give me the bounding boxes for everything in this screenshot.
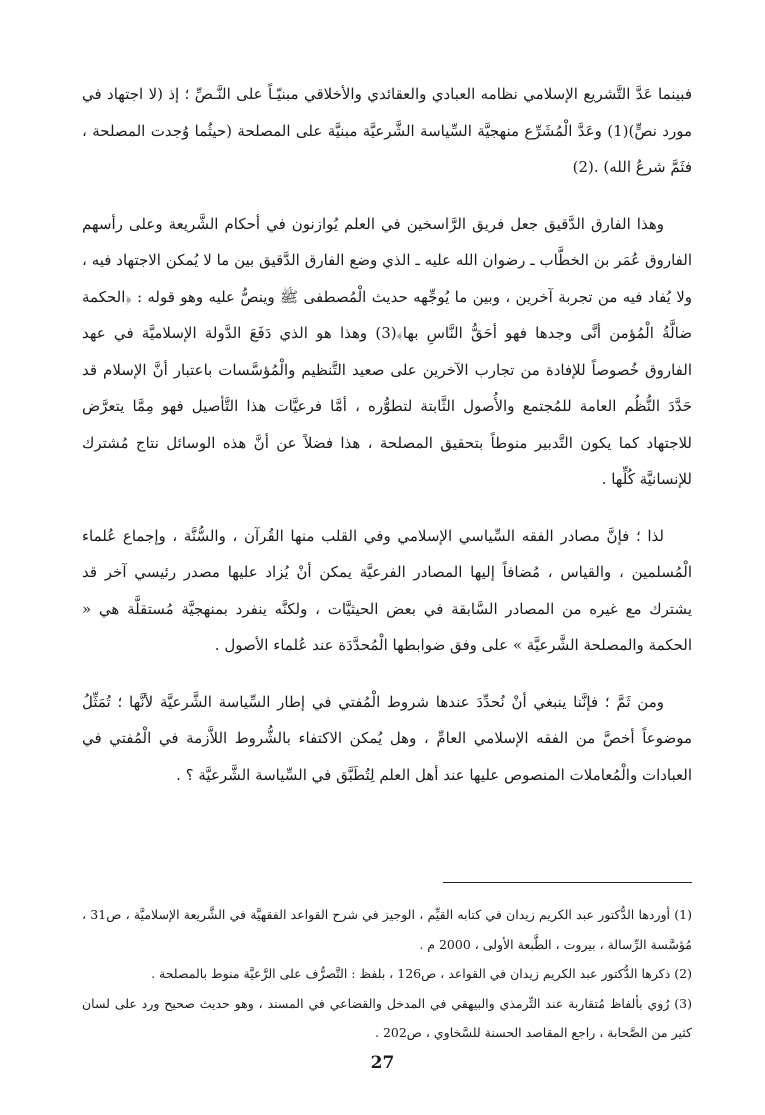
paragraph-4: ومن ثَمَّ ؛ فإنَّنا ينبغي أنْ نُحدِّدَ عندها شروط الْمُفتي في إطار السِّياسة الشَّرعيَّة لأنَّها ؛ تُمَثِّلُ موضوعاً أخصَّ من الفقه الإسلامي العامِّ ، وهل يُمكن الاكتفاء بالشُّروط اللاَّزمة في الْمُفتي في العبادات والْمُعاملات المنصوص عليها عند أهل العلم لِتُطَبَّق في السِّياسة الشَّرعيَّة ؟ . — [82, 692, 692, 784]
footnote-separator — [443, 882, 692, 883]
footnote-3: (3) رُوي بألفاظ مُتقاربة عند التِّرمذي والبيهقي في المدخل والقضاعي في المسند ، وهو حديث صحيح ورد على لسان كثير من الصَّحابة ، راجع المقاصد الحسنة للسَّخاوي ، ص202 . — [82, 995, 692, 1040]
paragraph-3: لذا ؛ فإنَّ مصادر الفقه السِّياسي الإسلامي وفي القلب منها القُرآن ، والسُّنَّة ، وإجماع عُلماء الْمُسلمين ، والقياس ، مُضافاً إليها المصادر الفرعيَّة يمكن أنْ يُزاد عليها مصدر رئيسي آخر قد يشترك مع غيره من المصادر السَّابقة في بعض الحيثيَّات ، ولكنَّه ينفرد بمنهجيَّة مُستقلَّة هي « الحكمة والمصلحة الشَّرعيَّة » على وفق ضوابطها الْمُحدَّدَة عند عُلماء الأصول . — [82, 526, 692, 654]
paragraph-1: فبينما عَدَّ التَّشريع الإسلامي نظامه العبادي والعقائدي والأخلاقي مبنيّـاً على النَّـصِّ ؛ إذ (لا اجتهاد في مورد نصٍّ)(1) وعَدَّ الْمُشَرِّع منهجيَّة السِّياسة الشَّرعيَّة مبنيَّة على المصلحة (حيثُما وُجدت المصلحة ، فثَمَّ شرعُ الله) .(2) — [82, 85, 693, 176]
footnotes — [82, 900, 692, 1048]
main-text — [82, 76, 692, 813]
footnote-1: (1) أوردها الدُّكتور عبد الكريم زيدان في كتابه القيِّم ، الوجيز في شرح القواعد الفقهيَّة في الشَّريعة الإسلاميَّة ، ص31 ، مُؤسَّسة الرِّسالة ، بيروت ، الطَّبعة الأولى ، 2000 م . — [82, 907, 692, 952]
footnote-2: (2) ذكرها الدُّكتور عبد الكريم زيدان في القواعد ، ص126 ، بلفظ : التَّصرُّف على الرَّعيَّة منوط بالمصلحة . — [151, 966, 692, 981]
page-number: 27 — [370, 1053, 395, 1073]
paragraph-2: وهذا الفارق الدَّقيق جعل فريق الرَّاسخين في العلم يُوازنون في أحكام الشَّريعة وعلى رأسهم الفاروق عُمَر بن الخطَّاب ـ رضوان الله عليه ـ الذي وضع الفارق الدَّقيق بين ما لا يُمكن الاجتهاد فيه ، ولا يُفاد فيه من تجربة آخرين ، وبين ما يُوجِّهه حديث الْمُصطفى ﷺ وينصُّ عليه وهو قوله : ﴿الحكمة ضالَّةُ الْمُؤمن أنَّى وجدها فهو أحَقُّ النَّاسِ بها﴾(3) وهذا هو الذي دَفَعَ الدَّولة الإسلاميَّة في عهد الفاروق خُصوصاً للإفادة من تجارب الآخرين على صعيد التَّنظيم والْمُؤسَّسات باعتبار أنَّ الإسلام قد حَدَّدَ النُّظُم العامة للمُجتمع والأُصول الثَّابتة لتطوُّره ، أمَّا فرعيَّات هذا التَّأصيل فهو مِمَّا يتعرَّض للاجتهاد كما يكون التَّدبير منوطاً بتحقيق المصلحة ، هذا فضلاً عن أنَّ هذه الوسائل نتاج مُشترك للإنسانيَّة كُلِّها . — [82, 214, 692, 488]
